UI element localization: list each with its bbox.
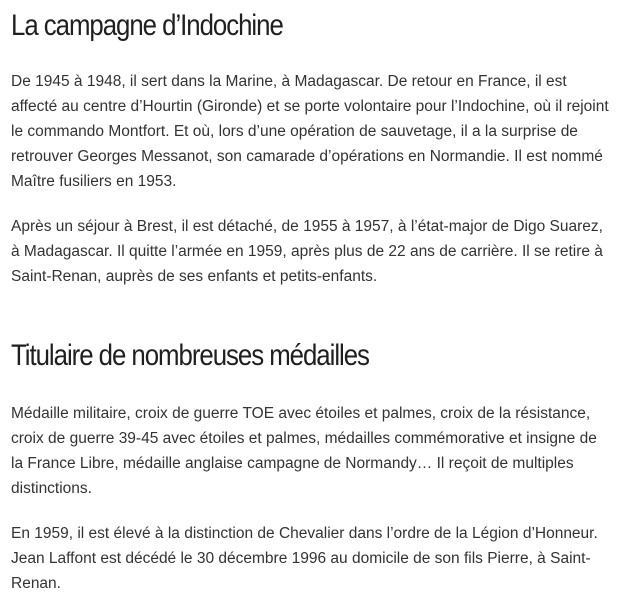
paragraph-brest-retirement [11,214,633,289]
text-line: Renan. [11,575,61,592]
text-line: Après un séjour à Brest, il est détaché, de 1955 à 1957, à l’état-major de Digo Suarez, [11,218,603,235]
section-heading-medals: Titulaire de nombreuses médailles [11,339,369,372]
text-line: Maître fusiliers en 1953. [11,173,177,190]
text-line: la France Libre, médaille anglaise campagne de Normandy… Il reçoit de multiples [11,455,574,472]
paragraph-legion-honneur [11,521,633,596]
text-line: Saint-Renan, auprès de ses enfants et petits-enfants. [11,268,378,285]
text-line: à Madagascar. Il quitte l’armée en 1959, après plus de 22 ans de carrière. Il se retire à [11,243,603,260]
text-line: affecté au centre d’Hourtin (Gironde) et se porte volontaire pour l’Indochine, où il rejoint [11,98,609,115]
article [11,0,633,596]
text-line: Jean Laffont est décédé le 30 décembre 1996 au domicile de son fils Pierre, à Saint- [11,550,591,567]
paragraph-marine-career [11,69,633,194]
text-line: Médaille militaire, croix de guerre TOE avec étoiles et palmes, croix de la résistance, [11,405,591,422]
text-line: De 1945 à 1948, il sert dans la Marine, à Madagascar. De retour en France, il est [11,73,567,90]
section-heading-indochine: La campagne d’Indochine [11,9,283,42]
text-line: le commando Montfort. Et où, lors d’une opération de sauvetage, il a la surprise de [11,123,578,140]
text-line: retrouver Georges Messanot, son camarade d’opérations en Normandie. Il est nommé [11,148,603,165]
paragraph-medals-list [11,401,633,501]
text-line: En 1959, il est élevé à la distinction de Chevalier dans l’ordre de la Légion d’Honneur. [11,525,598,542]
text-line: croix de guerre 39-45 avec étoiles et palmes, médailles commémorative et insigne de [11,430,597,447]
text-line: distinctions. [11,480,92,497]
